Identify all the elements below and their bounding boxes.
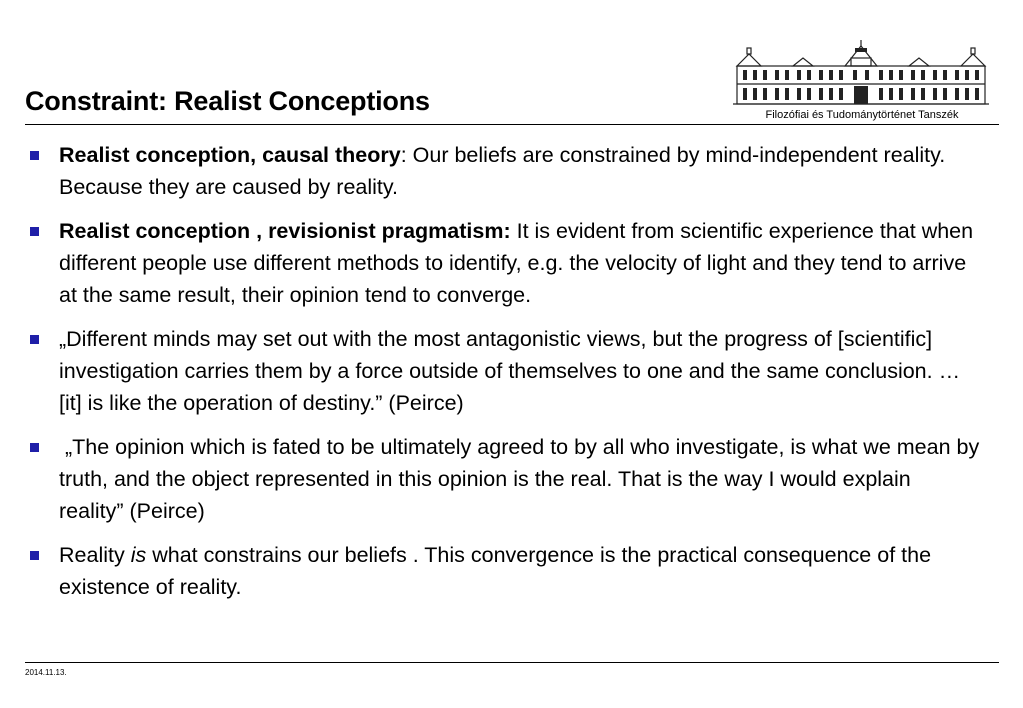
bullet-item	[30, 431, 986, 527]
square-bullet-icon	[30, 151, 39, 160]
bullet-emphasis: is	[130, 543, 147, 567]
bullet-text: „Different minds may set out with the most antagonistic views, but the progress of [scientific] investigation carries them by a force outside of themselves to one and the same conclusion. …[it] is like the operation of destiny.” (Peirce)	[59, 327, 961, 415]
footer-divider	[25, 662, 999, 663]
square-bullet-icon	[30, 443, 39, 452]
bullet-text: : Our beliefs are constrained by mind-independent reality. Because they are caused by reality.	[59, 143, 946, 199]
bullet-text: It is evident from scientific experience that when different people use different methods to identify, e.g. the velocity of light and they tend to arrive at the same result, their opinion tend to converge.	[59, 219, 974, 307]
bullet-item	[30, 139, 980, 203]
department-name: Filozófiai és Tudománytörténet Tanszék	[765, 109, 959, 121]
footer-date: 2014.11.13.	[25, 668, 67, 677]
square-bullet-icon	[30, 227, 39, 236]
square-bullet-icon	[30, 335, 39, 344]
square-bullet-icon	[30, 551, 39, 560]
university-building-logo	[733, 40, 989, 108]
bullet-heading: Realist conception , revisionist pragmatism:	[59, 219, 511, 243]
bullet-item	[30, 215, 980, 311]
slide-title: Constraint: Realist Conceptions	[25, 86, 430, 116]
bullet-item	[30, 539, 980, 603]
bullet-text-pre: Reality	[59, 543, 131, 567]
bullet-text-post: what constrains our beliefs . This convergence is the practical consequence of the existence of reality.	[59, 543, 938, 599]
bullet-heading: Realist conception, causal theory	[59, 143, 401, 167]
bullet-item	[30, 323, 980, 419]
bullet-text: „The opinion which is fated to be ultimately agreed to by all who investigate, is what we mean by truth, and the object represented in this opinion is the real. That is the way I would explain reality” (Peirce)	[59, 435, 986, 523]
header-divider	[25, 124, 999, 125]
bullet-list	[30, 139, 986, 615]
